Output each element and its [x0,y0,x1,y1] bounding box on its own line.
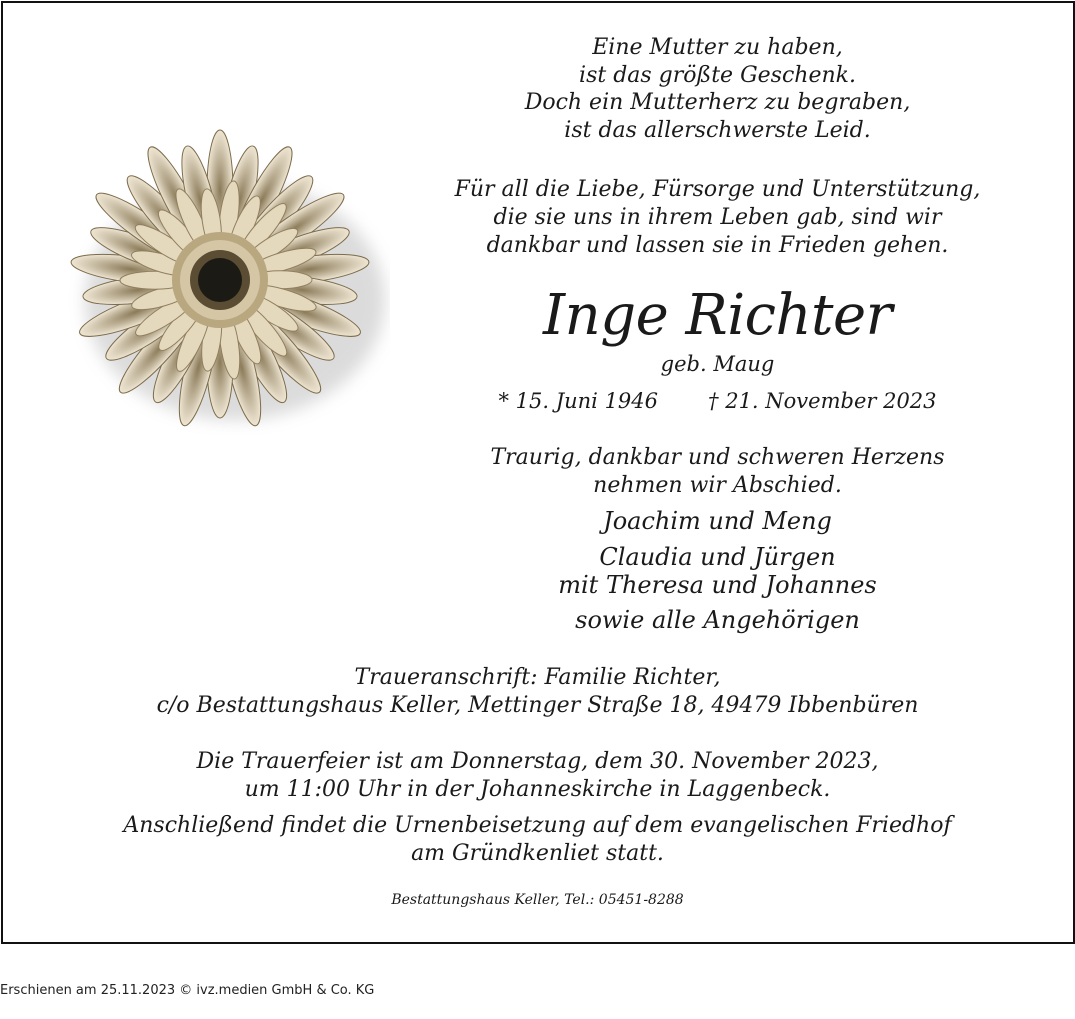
poem-line: Doch ein Mutterherz zu begraben, [524,90,911,115]
poem [445,34,990,144]
undertaker-contact: Bestattungshaus Keller, Tel.: 05451-8288 [391,892,684,908]
poem-line: ist das größte Geschenk. [579,62,856,88]
poem-line: Eine Mutter zu haben, [592,35,843,60]
address-line: Traueranschrift: Familie Richter, [354,665,721,690]
address-line: c/o Bestattungshaus Keller, Mettinger Straße 18, 49479 Ibbenbüren [156,693,919,718]
mourning-text [445,444,990,500]
family-line: sowie alle Angehörigen [575,606,860,634]
mourning-line: Traurig, dankbar und schweren Herzens [490,445,945,470]
family-line: Joachim und Meng [603,507,832,535]
thanks-line: die sie uns in ihrem Leben gab, sind wir [493,205,942,230]
service-line: um 11:00 Uhr in der Johanneskirche in Laggenbeck. [244,777,831,802]
funeral-service [100,748,975,804]
thanks-line: Für all die Liebe, Fürsorge und Unterstützung, [454,177,981,202]
life-dates [445,389,990,413]
mourning-address [100,664,975,720]
poem-line: ist das allerschwerste Leid. [564,117,871,143]
thanks-text [445,176,990,260]
burial-info [100,812,975,868]
gerbera-flower-icon [60,125,390,435]
thanks-line: dankbar und lassen sie in Frieden gehen. [486,233,949,258]
mourning-line: nehmen wir Abschied. [593,473,842,498]
birth-name: geb. Maug [660,352,775,376]
burial-line: Anschließend findet die Urnenbeisetzung auf dem evangelischen Friedhof [123,813,952,838]
family-line: mit Theresa und Johannes [558,571,877,599]
death-date: † 21. November 2023 [708,389,937,413]
service-line: Die Trauerfeier ist am Donnerstag, dem 30. November 2023, [196,749,879,774]
burial-line: am Gründkenliet statt. [411,841,664,866]
family-line: Claudia und Jürgen [599,543,836,571]
birth-date: * 15. Juni 1946 [498,389,659,413]
publication-footer: Erschienen am 25.11.2023 © ivz.medien GmbH & Co. KG [0,983,375,998]
family-group [445,543,990,599]
deceased-name: Inge Richter [543,283,892,348]
